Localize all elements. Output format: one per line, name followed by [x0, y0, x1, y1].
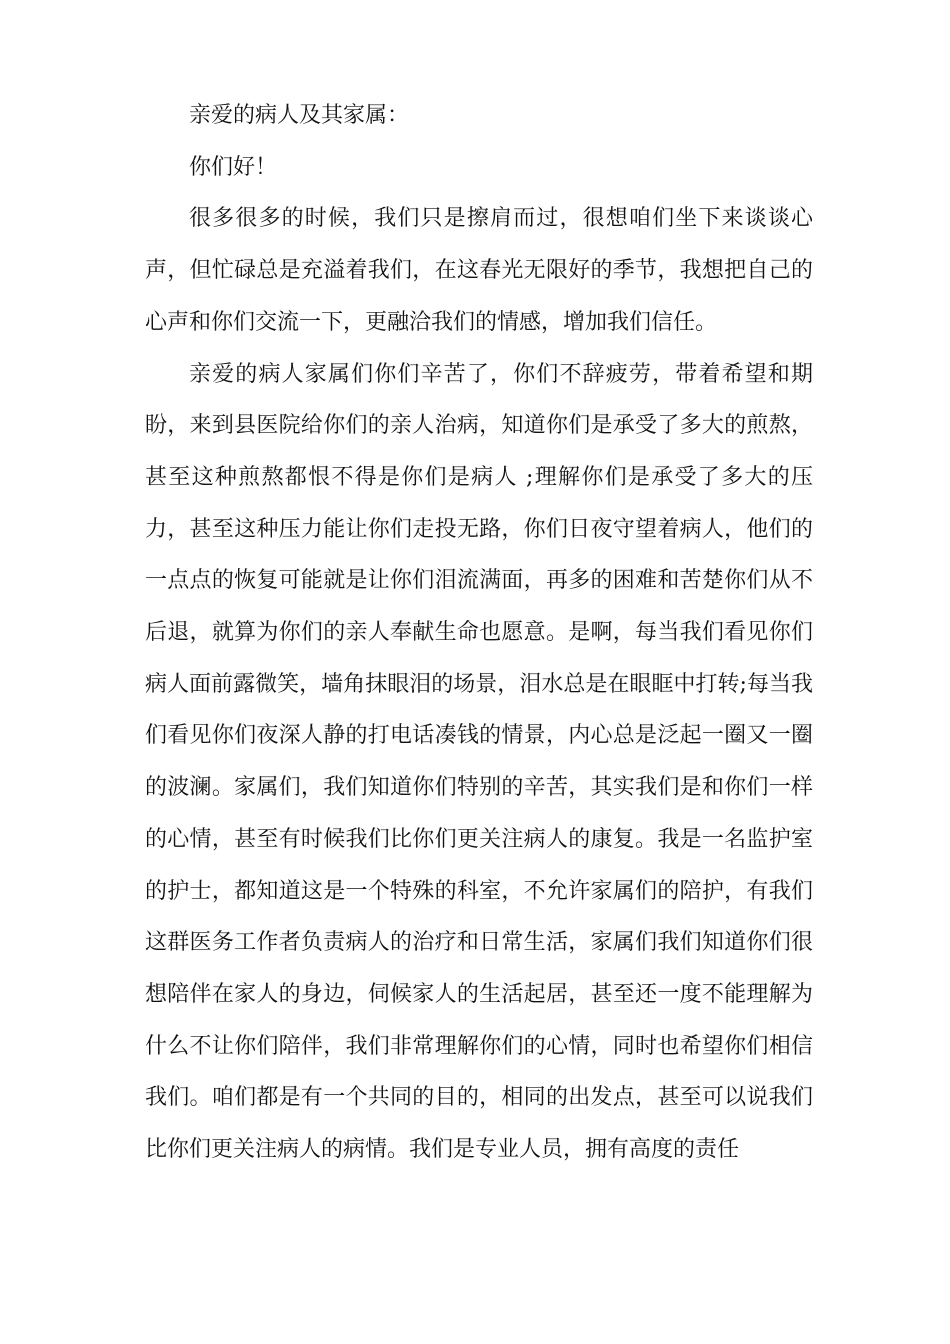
- paragraph: 亲爱的病人家属们你们辛苦了，你们不辞疲劳，带着希望和期盼，来到县医院给你们的亲人治病，知道你们是承受了多大的煎熬，甚至这种煎熬都恨不得是你们是病人 ;理解你们是承受了多大的压力，甚至这种压力能让你们走投无路，你们日夜守望着病人，他们的一点点的恢复可能就是让你们泪流满面，再多的困难和苦楚你们从不后退，就算为你们的亲人奉献生命也愿意。是啊，每当我们看见你们病人面前露微笑，墙角抹眼泪的场景，泪水总是在眼眶中打转;每当我们看见你们夜深人静的打电话凑钱的情景，内心总是泛起一圈又一圈的波澜。家属们，我们知道你们特别的辛苦，其实我们是和你们一样的心情，甚至有时候我们比你们更关注病人的康复。我是一名监护室的护士，都知道这是一个特殊的科室，不允许家属们的陪护，有我们这群医务工作者负责病人的治疗和日常生活，家属们我们知道你们很想陪伴在家人的身边，伺候家人的生活起居，甚至还一度不能理解为什么不让你们陪伴，我们非常理解你们的心情，同时也希望你们相信我们。咱们都是有一个共同的目的，相同的出发点，甚至可以说我们比你们更关注病人的病情。我们是专业人员，拥有高度的责任: [145, 361, 813, 1163]
- paragraph: 很多很多的时候，我们只是擦肩而过，很想咱们坐下来谈谈心声，但忙碌总是充溢着我们，在这春光无限好的季节，我想把自己的心声和你们交流一下，更融洽我们的情感，增加我们信任。: [145, 206, 813, 335]
- letter-body: [145, 90, 813, 1176]
- greeting: 你们好！: [189, 154, 278, 180]
- salutation: 亲爱的病人及其家属：: [189, 103, 410, 128]
